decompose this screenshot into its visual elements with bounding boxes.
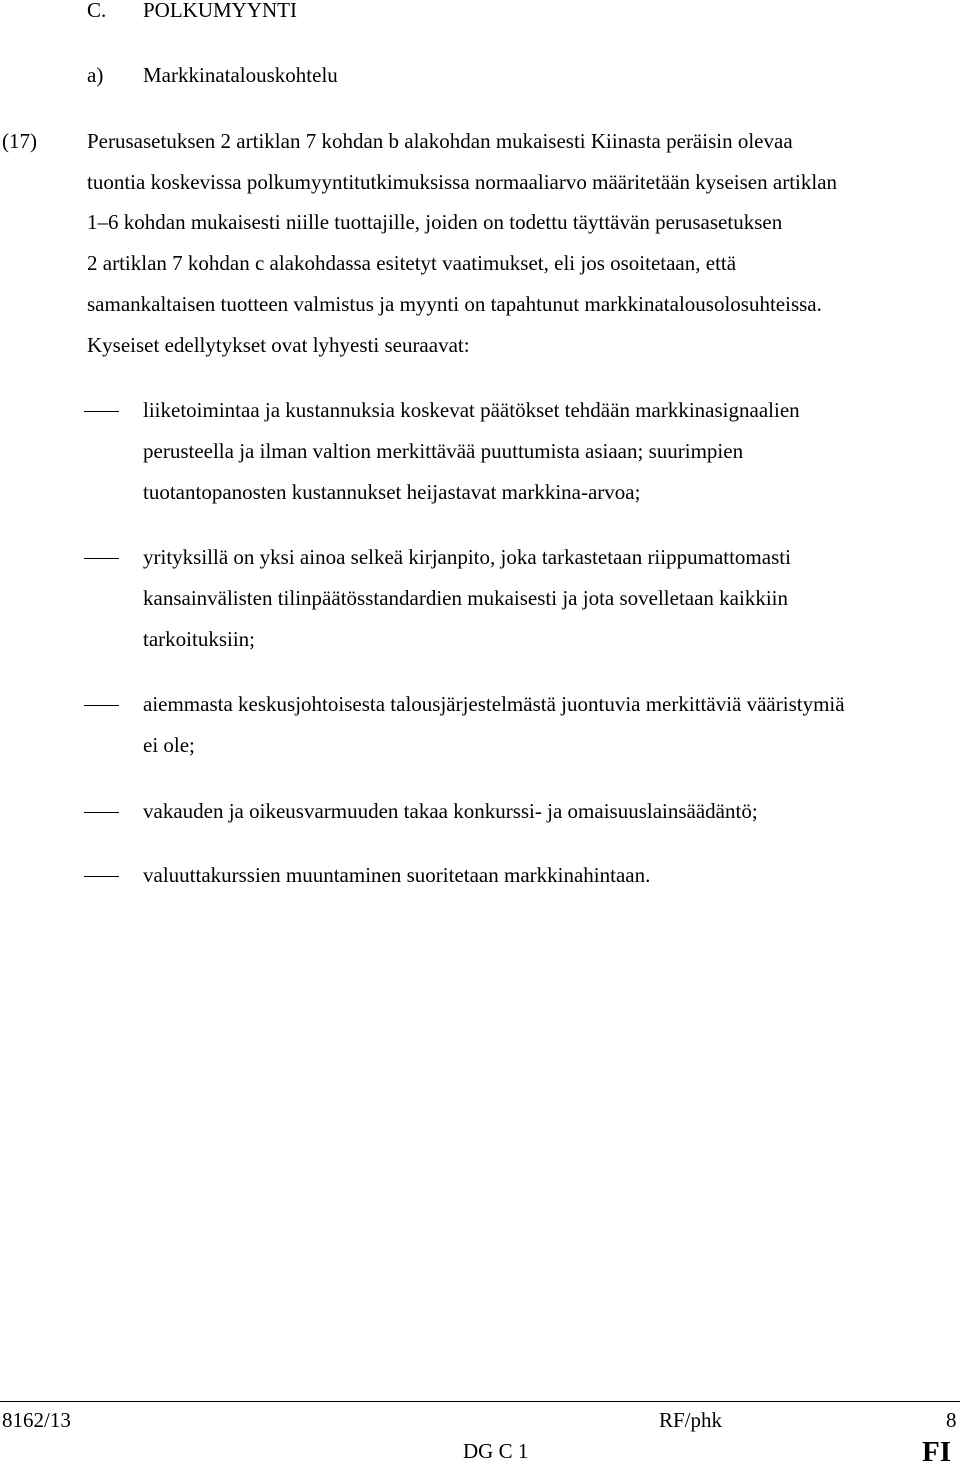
- footer-doc-number: 8162/13: [2, 1408, 71, 1432]
- bullet-line: liiketoimintaa ja kustannuksia koskevat päätökset tehdään markkinasignaalien: [143, 398, 800, 422]
- bullet-dash: [84, 812, 119, 813]
- paragraph-line: 2 artiklan 7 kohdan c alakohdassa esitetyt vaatimukset, eli jos osoitetaan, että: [87, 251, 737, 275]
- paragraph-line: 1–6 kohdan mukaisesti niille tuottajille, joiden on todettu täyttävän perusasetuksen: [87, 210, 783, 234]
- bullet-dash: [84, 558, 119, 559]
- subsection-letter: a): [87, 63, 104, 87]
- footer-initials: RF/phk: [659, 1408, 723, 1432]
- paragraph-line: samankaltaisen tuotteen valmistus ja myynti on tapahtunut markkinatalousolosuhteissa.: [87, 292, 822, 316]
- paragraph-line: Perusasetuksen 2 artiklan 7 kohdan b alakohdan mukaisesti Kiinasta peräisin olevaa: [87, 129, 793, 153]
- footer-rule: [0, 1401, 960, 1402]
- subsection-title: Markkinatalouskohtelu: [143, 63, 338, 87]
- bullet-line: tuotantopanosten kustannukset heijastavat markkina-arvoa;: [143, 480, 641, 504]
- bullet-line: tarkoituksiin;: [143, 627, 255, 651]
- paragraph-number: (17): [2, 129, 37, 153]
- section-letter: C.: [87, 0, 107, 22]
- bullet-line: perusteella ja ilman valtion merkittävää puuttumista asiaan; suurimpien: [143, 439, 744, 463]
- bullet-line: vakauden ja oikeusvarmuuden takaa konkurssi- ja omaisuuslainsäädäntö;: [143, 799, 758, 823]
- bullet-line: valuuttakurssien muuntaminen suoritetaan markkinahintaan.: [143, 863, 651, 887]
- footer-language: FI: [922, 1436, 951, 1468]
- bullet-line: yrityksillä on yksi ainoa selkeä kirjanpito, joka tarkastetaan riippumattomasti: [143, 545, 791, 569]
- bullet-dash: [84, 705, 119, 706]
- bullet-line: ei ole;: [143, 733, 195, 757]
- bullet-dash: [84, 876, 119, 877]
- bullet-dash: [84, 411, 119, 412]
- footer-page-number: 8: [946, 1408, 957, 1432]
- paragraph-line: tuontia koskevissa polkumyyntitutkimuksissa normaaliarvo määritetään kyseisen artiklan: [87, 170, 838, 194]
- bullet-line: kansainvälisten tilinpäätösstandardien mukaisesti ja jota sovelletaan kaikkiin: [143, 586, 789, 610]
- bullet-line: aiemmasta keskusjohtoisesta talousjärjestelmästä juontuvia merkittäviä vääristymiä: [143, 692, 845, 716]
- paragraph-line: Kyseiset edellytykset ovat lyhyesti seuraavat:: [87, 333, 470, 357]
- section-title: POLKUMYYNTI: [143, 0, 297, 22]
- footer-directorate: DG C 1: [463, 1439, 529, 1463]
